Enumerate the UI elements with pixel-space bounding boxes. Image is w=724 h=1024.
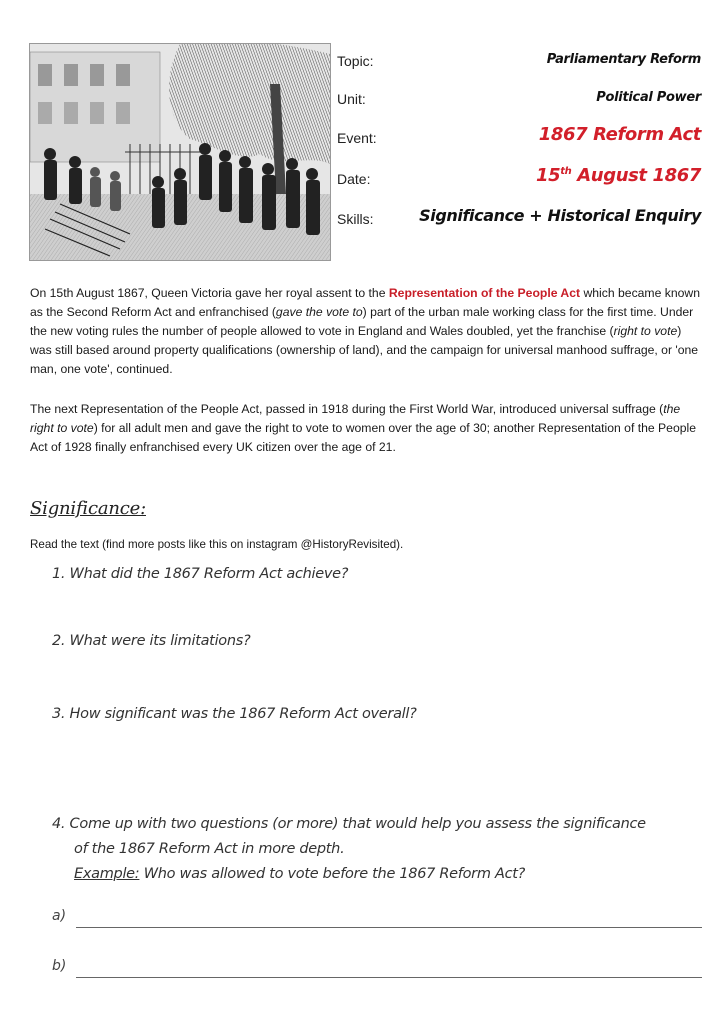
event-row: [329, 120, 705, 160]
p1-text-b: which became known as the Second Reform Act and enfranchised (: [30, 286, 700, 319]
worksheet-info-table: [329, 43, 705, 259]
unit-label: Unit:: [337, 91, 366, 107]
significance-heading: Significance:: [30, 498, 146, 519]
unit-value: Political Power: [596, 90, 701, 105]
answer-a-underline: [76, 927, 702, 928]
question-1: 1. What did the 1867 Reform Act achieve?: [52, 566, 349, 582]
date-label: Date:: [337, 171, 371, 187]
question-3: 3. How significant was the 1867 Reform Act overall?: [52, 706, 417, 722]
riot-engraving-illustration: [30, 44, 330, 260]
date-day: 15: [536, 165, 561, 186]
answer-b-label: b): [52, 958, 67, 974]
question-4-example: [52, 862, 712, 887]
p1-text-d: ) was still based around property qualifications (ownership of land), and the campaign for universal manhood suffrage, or 'one man, one vote', continued.: [30, 324, 699, 376]
question-4: [52, 812, 712, 887]
historical-engraving-image: [29, 43, 331, 261]
intro-paragraph: [30, 284, 702, 379]
date-row: [329, 161, 705, 201]
skills-label: Skills:: [337, 211, 374, 227]
topic-value: Parliamentary Reform: [546, 52, 701, 67]
p2-definition: the right to vote: [30, 402, 681, 435]
reading-instruction: Read the text (find more posts like this on instagram @HistoryRevisited).: [30, 538, 404, 551]
skills-value: Significance + Historical Enquiry: [419, 206, 701, 225]
topic-row: [329, 43, 705, 83]
p1-text-c: ) part of the urban male working class for the first time. Under the new voting rules the number of people allowed to vote in England and Wales doubled, yet the franchise (: [30, 305, 694, 338]
answer-line-a[interactable]: [52, 908, 702, 930]
second-paragraph: [30, 400, 702, 457]
event-label: Event:: [337, 130, 377, 146]
p1-text-a: On 15th August 1867, Queen Victoria gave her royal assent to the: [30, 286, 389, 300]
date-month-year: August 1867: [571, 165, 701, 186]
p2-text-a: The next Representation of the People Act, passed in 1918 during the First World War, introduced universal suffrage (: [30, 402, 664, 416]
answer-a-label: a): [52, 908, 67, 924]
date-value: [536, 165, 701, 186]
question-4-line-1: 4. Come up with two questions (or more) that would help you assess the significance: [52, 816, 646, 832]
answer-b-underline: [76, 977, 702, 978]
p1-definition-2: right to vote: [613, 324, 678, 338]
date-ordinal: th: [560, 166, 572, 177]
question-4-line-2: of the 1867 Reform Act in more depth.: [74, 841, 345, 857]
example-text: Who was allowed to vote before the 1867 Reform Act?: [139, 866, 526, 882]
example-label: Example:: [74, 866, 140, 882]
event-value: 1867 Reform Act: [538, 124, 701, 145]
answer-line-b[interactable]: [52, 958, 702, 980]
p1-definition-1: gave the vote to: [275, 305, 363, 319]
unit-row: [329, 81, 705, 121]
act-name-highlight: Representation of the People Act: [388, 286, 581, 300]
topic-label: Topic:: [337, 53, 374, 69]
p2-text-b: ) for all adult men and gave the right to vote to women over the age of 30; another Representation of the People Act of 1928 finally enfranchised every UK citizen over the age of 21.: [30, 421, 696, 454]
skills-row: [329, 201, 705, 241]
question-2: 2. What were its limitations?: [52, 633, 251, 649]
